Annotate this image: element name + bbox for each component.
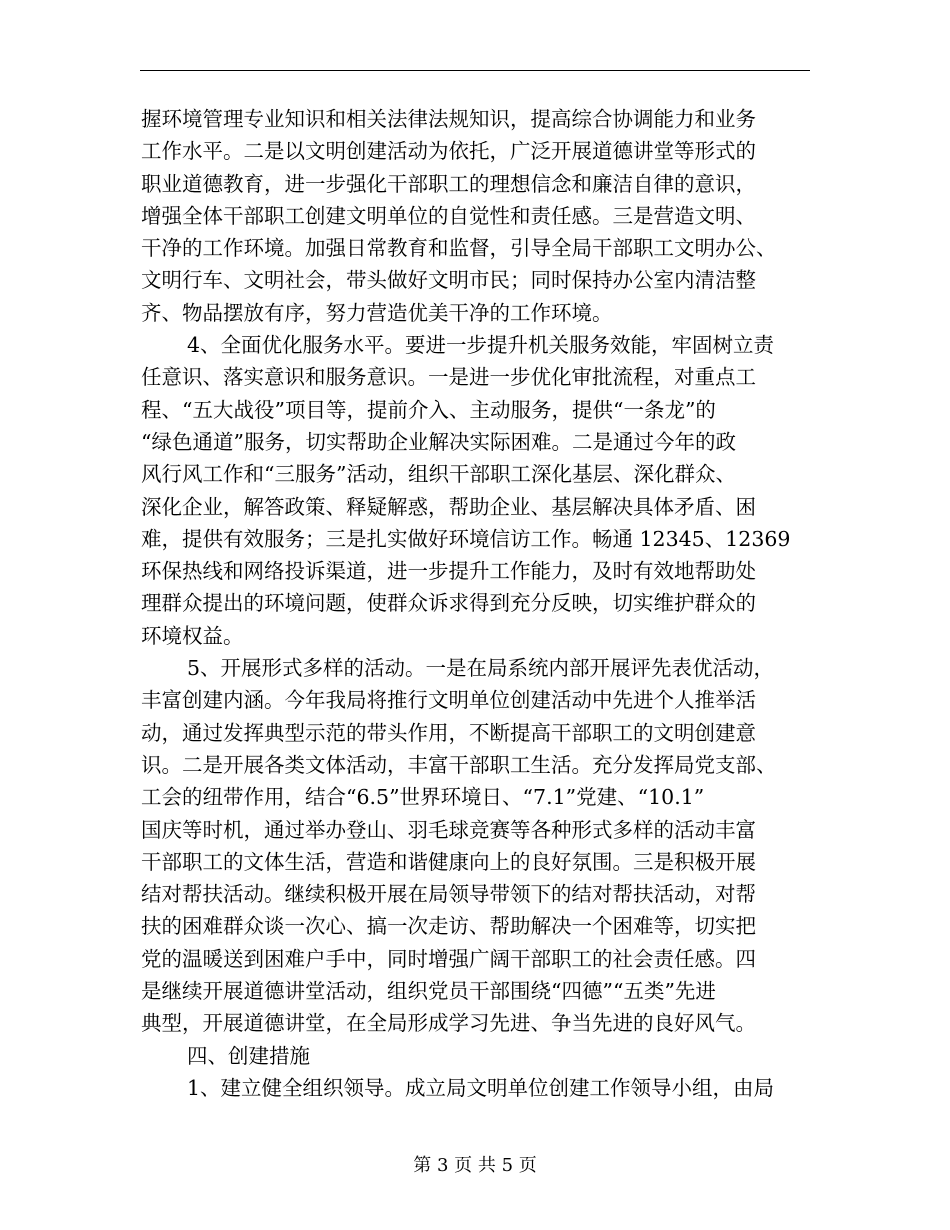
text-line: 丰富创建内涵。今年我局将推行文明单位创建活动中先进个人推举活 <box>141 688 756 713</box>
text-line: 工作水平。二是以文明创建活动为依托，广泛开展道德讲堂等形式的 <box>141 139 756 164</box>
text-line: 环保热线和网络投诉渠道，进一步提升工作能力，及时有效地帮助处 <box>141 559 756 584</box>
header-rule <box>140 70 810 71</box>
text-line: 环境权益。 <box>141 623 244 648</box>
text-line: 深化企业，解答政策、释疑解惑，帮助企业、基层解决具体矛盾、困 <box>141 494 756 519</box>
text-line: 扶的困难群众谈一次心、搞一次走访、帮助解决一个困难等，切实把 <box>141 914 756 939</box>
text-line: 理群众提出的环境问题，使群众诉求得到充分反映，切实维护群众的 <box>141 591 756 616</box>
text-line: 齐、物品摆放有序，努力营造优美干净的工作环境。 <box>141 300 613 325</box>
text-line: 是继续开展道德讲堂活动，组织党员干部围绕“四德”“五类”先进 <box>141 979 716 1004</box>
text-line: 5、开展形式多样的活动。一是在局系统内部开展评先表优活动， <box>187 656 775 681</box>
text-line: 典型，开展道德讲堂，在全局形成学习先进、争当先进的良好风气。 <box>141 1011 756 1036</box>
text-line: 任意识、落实意识和服务意识。一是进一步优化审批流程，对重点工 <box>141 365 756 390</box>
text-line: 职业道德教育，进一步强化干部职工的理想信念和廉洁自律的意识， <box>141 171 756 196</box>
text-line: 工会的纽带作用，结合“6.5”世界环境日、“7.1”党建、“10.1” <box>141 785 705 810</box>
text-line: 增强全体干部职工创建文明单位的自觉性和责任感。三是营造文明、 <box>141 203 756 228</box>
text-line: 程、“五大战役”项目等，提前介入、主动服务，提供“一条龙”的 <box>141 397 716 422</box>
text-line: 1、建立健全组织领导。成立局文明单位创建工作领导小组，由局 <box>187 1075 775 1100</box>
text-line: 动，通过发挥典型示范的带头作用，不断提高干部职工的文明创建意 <box>141 720 756 745</box>
text-line: 党的温暖送到困难户手中，同时增强广阔干部职工的社会责任感。四 <box>141 946 756 971</box>
document-body <box>141 103 809 1104</box>
page-footer: 第 3 页 共 5 页 <box>413 1155 537 1176</box>
text-line: 难，提供有效服务；三是扎实做好环境信访工作。畅通 12345、12369 <box>141 526 791 551</box>
text-line: 风行风工作和“三服务”活动，组织干部职工深化基层、深化群众、 <box>141 462 736 487</box>
text-line: 干净的工作环境。加强日常教育和监督，引导全局干部职工文明办公、 <box>141 236 777 261</box>
text-line: 文明行车、文明社会，带头做好文明市民；同时保持办公室内清洁整 <box>141 268 756 293</box>
text-line: 结对帮扶活动。继续积极开展在局领导带领下的结对帮扶活动，对帮 <box>141 882 756 907</box>
text-line: 识。二是开展各类文体活动，丰富干部职工生活。充分发挥局党支部、 <box>141 752 777 777</box>
text-line: 干部职工的文体生活，营造和谐健康向上的良好氛围。三是积极开展 <box>141 849 756 874</box>
text-line: 四、创建措施 <box>187 1043 310 1068</box>
text-line: 4、全面优化服务水平。要进一步提升机关服务效能，牢固树立责 <box>187 333 775 358</box>
text-line: “绿色通道”服务，切实帮助企业解决实际困难。二是通过今年的政 <box>141 429 736 454</box>
text-line: 国庆等时机，通过举办登山、羽毛球竞赛等各种形式多样的活动丰富 <box>141 817 756 842</box>
text-line: 握环境管理专业知识和相关法律法规知识，提高综合协调能力和业务 <box>141 107 756 131</box>
